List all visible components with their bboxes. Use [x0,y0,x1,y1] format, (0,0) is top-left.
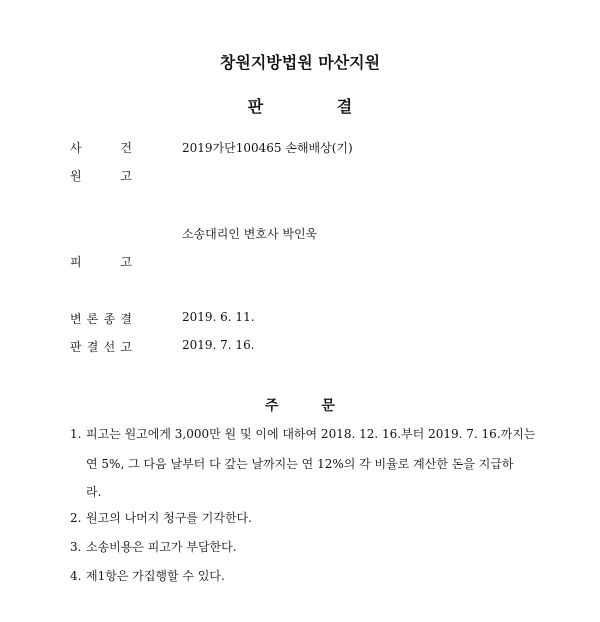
order-number: 3. [70,540,82,554]
order-text: 원고의 나머지 청구를 기각한다. [86,511,252,525]
order-item-3 [70,533,237,562]
order-item-1 [70,420,535,449]
defendant-label: 피 고 [70,255,132,269]
order-number: 2. [70,511,82,525]
order-text: 피고는 원고에게 3,000만 원 및 이에 대하여 2018. 12. 16.부터 2019. 7. 16.까지는 [86,427,536,441]
order-heading: 주 문 [265,398,335,414]
order-item-2 [70,504,252,533]
hearing-end-date: 2019. 6. 11. [182,310,255,324]
plaintiff-label: 원 고 [70,169,132,183]
case-number: 2019가단100465 손해배상(기) [182,141,353,155]
counsel: 소송대리인 변호사 박인욱 [182,227,318,241]
judgment-date: 2019. 7. 16. [182,338,255,352]
court-name: 창원지방법원 마산지원 [219,53,381,72]
hearing-end-label: 변 론 종 결 [70,312,132,326]
order-text: 제1항은 가집행할 수 있다. [86,569,225,583]
order-number: 4. [70,569,82,583]
order-item-1-line-3: 라. [86,485,102,499]
case-label: 사 건 [70,141,132,155]
document-title: 판 결 [247,97,353,116]
judgment-date-label: 판 결 선 고 [70,340,132,354]
order-text: 소송비용은 피고가 부담한다. [86,540,237,554]
order-number: 1. [70,427,82,441]
order-item-1-line-2: 연 5%, 그 다음 날부터 다 갚는 날까지는 연 12%의 각 비율로 계산한 돈을 지급하 [86,457,514,471]
order-item-4 [70,562,225,591]
